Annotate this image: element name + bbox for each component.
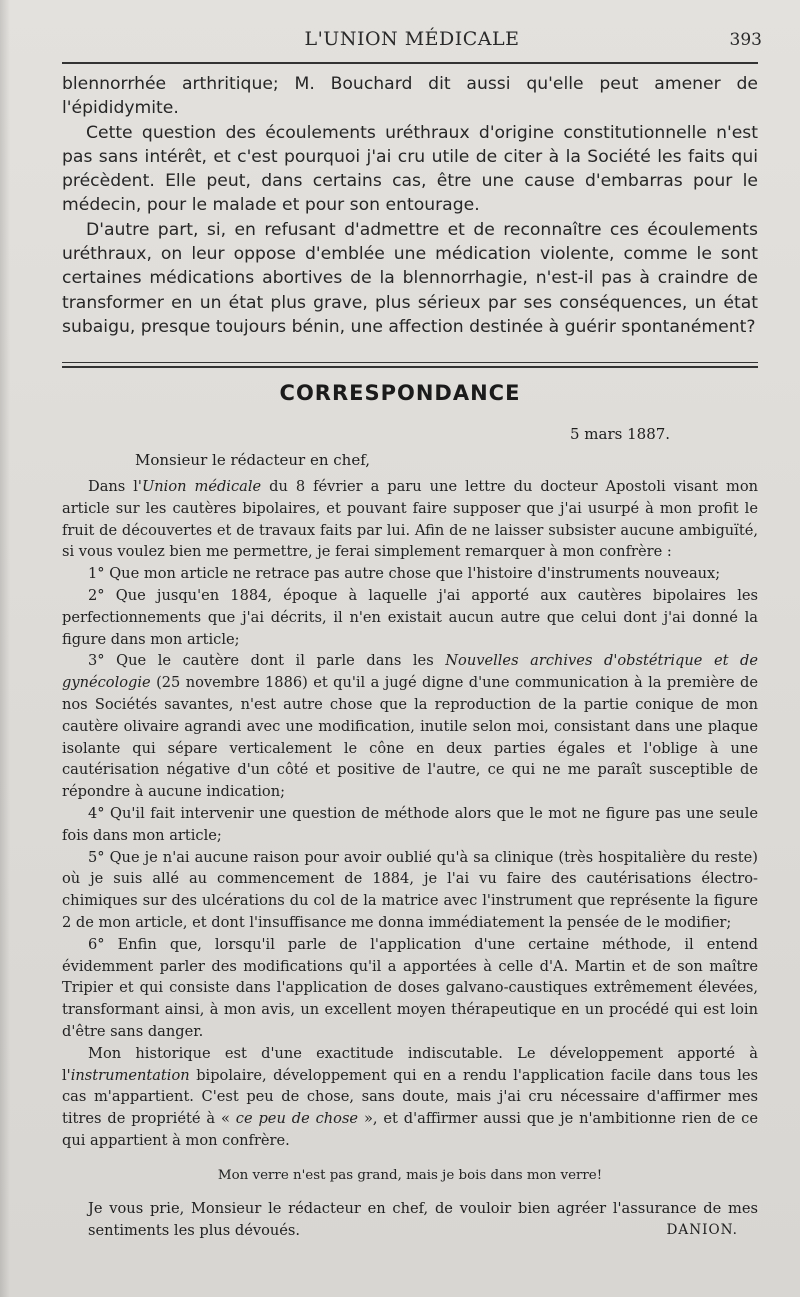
conclusion-text: Mon historique est d'une exactitude indiscutable. Le développement apporté à l' xyxy=(62,1044,758,1084)
letter-conclusion xyxy=(62,1043,758,1152)
page-number: 393 xyxy=(729,30,762,50)
letter-body xyxy=(62,476,758,1152)
conclusion-text-end: », et d'affirmer aussi que je n'ambitionne rien de ce qui appartient à mon confrère. xyxy=(62,1110,758,1149)
point-3 xyxy=(62,650,758,803)
paragraph-1: blennorrhée arthritique; M. Bouchard dit aussi qu'elle peut amener de l'épididymite. xyxy=(62,74,758,119)
conclusion-text-cont: bipolaire, développement qui en a rendu l'application facile dans tous les cas m'appartient. C'est peu de chose, sans doute, mais j'ai cru nécessaire d'affirmer mes titres de propriété à « xyxy=(62,1066,758,1128)
journal-name: Union médicale xyxy=(141,478,262,495)
paragraph-2: Cette question des écoulements uréthraux d'origine constitutionnelle n'est pas sans intérêt, et c'est pourquoi j'ai cru utile de citer à la Société les faits qui précèdent. Elle peut, dans certains cas, être une cause d'embarras pour le médecin, pour le malade et pour son entourage. xyxy=(62,122,758,216)
letter-closing-block xyxy=(88,1198,758,1242)
section-title: CORRESPONDANCE xyxy=(279,381,521,405)
letter-closing: Je vous prie, Monsieur le rédacteur en chef, de vouloir bien agréer l'assurance de mes sentiments les plus dévoués. xyxy=(88,1200,758,1239)
letter-signature: DANION. xyxy=(666,1222,738,1238)
section-rule-top xyxy=(62,362,758,363)
header-rule xyxy=(62,62,758,64)
letter-intro-text-cont: du 8 février a paru une lettre du docteur Apostoli visant mon article sur les cautères bipolaires, et pouvant faire supposer que j'ai usurpé à mon profit le fruit de découvertes et de travaux faits par lui. Afin de ne laisser subsister aucune ambiguïté, si vous voulez bien me permettre, je ferai simplement remarquer à mon confrère : xyxy=(62,478,758,561)
paragraph-3: D'autre part, si, en refusant d'admettre et de reconnaître ces écoulements uréthraux, on leur oppose d'emblée une médication violente, comme le sont certaines médications abortives de la blennorrhagie, n'est-il pas à craindre de transformer en un état plus grave, plus sérieux par ses conséquences, un état subaigu, presque toujours bénin, une affection destinée à guérir spontanément? xyxy=(62,219,758,337)
letter-intro-text: Dans l' xyxy=(88,478,142,495)
previous-article-end xyxy=(62,72,758,339)
journal-title: L'UNION MÉDICALE xyxy=(304,28,520,50)
letter-intro xyxy=(62,476,758,563)
quoted-phrase: ce peu de chose xyxy=(235,1110,359,1128)
running-header xyxy=(62,28,762,58)
archives-title: Nouvelles archives d'obstétrique et de gynécologie xyxy=(62,652,759,692)
page-gutter-shadow xyxy=(0,0,10,1297)
point-2: 2° Que jusqu'en 1884, époque à laquelle j'ai apporté aux cautères bipolaires les perfectionnements que j'ai décrits, il n'en existait aucun autre que celui dont j'ai donné la figure dans mon article; xyxy=(62,586,758,648)
instrumentation-term: instrumentation xyxy=(70,1066,190,1084)
point-6: 6° Enfin que, lorsqu'il parle de l'application d'une certaine méthode, il entend évidemment parler des modifications qu'il a apportées à celle d'A. Martin et de son maître Tripier et qui consiste dans l'application de doses galvano-caustiques extrêmement élevées, transformant ainsi, à mon avis, un excellent moyen thérapeutique en un procédé qui est loin d'être sans danger. xyxy=(62,935,758,1040)
point-4: 4° Qu'il fait intervenir une question de méthode alors que le mot ne figure pas une seule fois dans mon article; xyxy=(62,804,758,844)
letter-motto: Mon verre n'est pas grand, mais je bois dans mon verre! xyxy=(217,1168,603,1183)
letter-date: 5 mars 1887. xyxy=(570,425,671,443)
letter-salutation: Monsieur le rédacteur en chef, xyxy=(135,451,370,469)
point-3-text-cont: (25 novembre 1886) et qu'il a jugé digne d'une communication à la première de nos Sociétés savantes, n'est autre chose que la reproduction de la partie conique de mon cautère olivaire agrandi avec une modification, inutile selon moi, consistant dans une plaque isolante qui sépare verticalement le cône en deux parties égales et l'oblige à une cautérisation négative d'un côté et positive de l'autre, ce qui ne me paraît susceptible de répondre à aucune indication; xyxy=(62,674,758,801)
point-5: 5° Que je n'ai aucune raison pour avoir oublié qu'à sa clinique (très hospitalière du reste) où je suis allé au commencement de 1884, je l'ai vu faire des cautérisations électro-chimiques sur des ulcérations du col de la matrice avec l'instrument que représente la figure 2 de mon article, et dont l'insuffisance me donna immédiatement la pensée de le modifier; xyxy=(62,848,758,931)
section-rule-bottom xyxy=(62,366,758,368)
point-3-text: 3° Que le cautère dont il parle dans les xyxy=(88,652,446,670)
point-1: 1° Que mon article ne retrace pas autre chose que l'histoire d'instruments nouveaux; xyxy=(88,565,721,583)
